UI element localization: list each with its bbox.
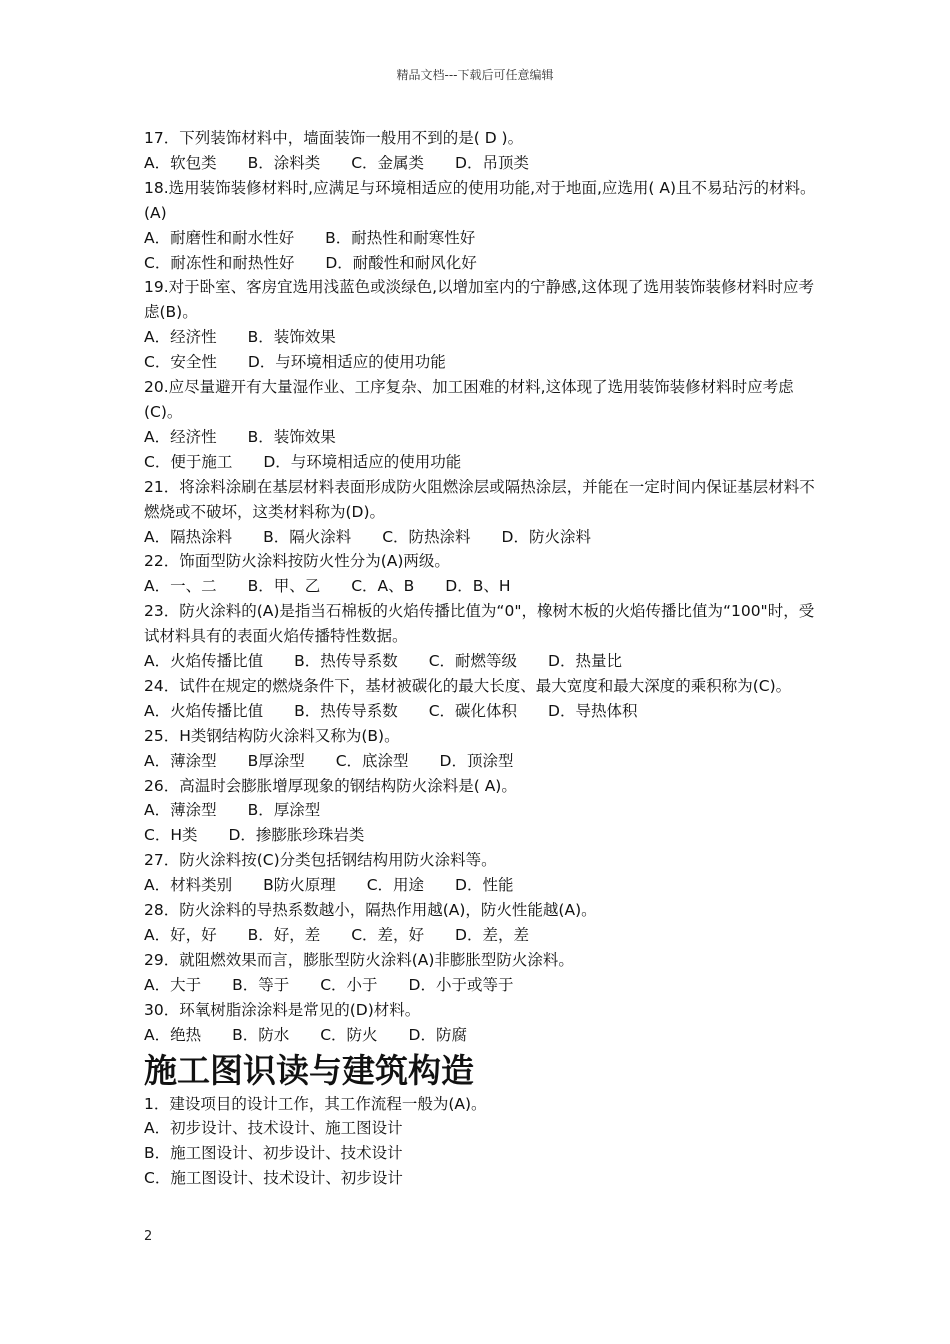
question-text: 20.应尽量避开有大量湿作业、工序复杂、加工困难的材料,这体现了选用装饰装修材料时应考虑(C)。	[144, 378, 794, 421]
answer-options: A．软包类 B．涂料类 C．金属类 D．吊顶类	[144, 153, 529, 172]
answer-options: C．安全性 D．与环境相适应的使用功能	[144, 353, 446, 372]
answer-options: A．隔热涂料 B．隔火涂料 C．防热涂料 D．防火涂料	[144, 527, 591, 546]
page-content	[144, 126, 816, 1191]
answer-options: C．施工图设计、技术设计、初步设计	[144, 1169, 403, 1188]
question-text: 17．下列装饰材料中，墙面装饰一般用不到的是( D )。	[144, 129, 524, 147]
answer-options: A．耐磨性和耐水性好 B．耐热性和耐寒性好	[144, 228, 476, 247]
question-text: 25．H类钢结构防火涂料又称为(B)。	[144, 726, 400, 745]
question-text: 26．高温时会膨胀增厚现象的钢结构防火涂料是( A)。	[144, 776, 517, 795]
answer-options: A．火焰传播比值 B．热传导系数 C．碳化体积 D．导热体积	[144, 701, 638, 720]
answer-options: A．材料类别 B防火原理 C．用途 D．性能	[144, 876, 514, 895]
answer-options: A．大于 B．等于 C．小于 D．小于或等于	[144, 975, 514, 994]
answer-options: B．施工图设计、初步设计、技术设计	[144, 1144, 403, 1163]
question-text: 27．防火涂料按(C)分类包括钢结构用防火涂料等。	[144, 851, 497, 870]
answer-options: A．薄涂型 B厚涂型 C．底涂型 D．顶涂型	[144, 751, 514, 770]
answer-options: A．经济性 B．装饰效果	[144, 427, 336, 446]
answer-options: A．初步设计、技术设计、施工图设计	[144, 1119, 403, 1138]
answer-options: A．火焰传播比值 B．热传导系数 C．耐燃等级 D．热量比	[144, 652, 622, 671]
page-header: 精品文档---下载后可任意编辑	[396, 68, 554, 82]
answer-options: A．绝热 B．防水 C．防火 D．防腐	[144, 1025, 467, 1044]
answer-options: C．便于施工 D．与环境相适应的使用功能	[144, 452, 462, 471]
question-text: 29．就阻燃效果而言，膨胀型防火涂料(A)非膨胀型防火涂料。	[144, 950, 574, 969]
question-list	[144, 126, 816, 1048]
answer-options: C．H类 D．掺膨胀珍珠岩类	[144, 826, 365, 845]
answer-options: A．经济性 B．装饰效果	[144, 328, 336, 347]
question-text: 18.选用装饰装修材料时,应满足与环境相适应的使用功能,对于地面,应选用( A)且不易玷污的材料。(A)	[144, 178, 816, 222]
answer-options: C．耐冻性和耐热性好 D．耐酸性和耐风化好	[144, 253, 477, 272]
question-text: 22．饰面型防火涂料按防火性分为(A)两级。	[144, 552, 450, 571]
answer-options: A．薄涂型 B．厚涂型	[144, 801, 321, 820]
question-text: 19.对于卧室、客房宜选用浅蓝色或淡绿色,以增加室内的宁静感,这体现了选用装饰装修材料时应考虑(B)。	[144, 278, 815, 322]
section-title: 施工图识读与建筑构造	[144, 1050, 474, 1090]
question-text: 23．防火涂料的(A)是指当石棉板的火焰传播比值为“0"，橡树木板的火焰传播比值为“100"时，受试材料具有的表面火焰传播特性数据。	[144, 602, 815, 646]
question-text: 1．建设项目的设计工作，其工作流程一般为(A)。	[144, 1094, 487, 1113]
question-list-section2	[144, 1092, 816, 1192]
answer-options: A．一、二 B．甲、乙 C．A、B D．B、H	[144, 577, 511, 596]
question-text: 24．试件在规定的燃烧条件下，基材被碳化的最大长度、最大宽度和最大深度的乘积称为(C)。	[144, 676, 792, 695]
page-number: 2	[144, 1229, 153, 1244]
question-text: 30．环氧树脂涂涂料是常见的(D)材料。	[144, 1000, 421, 1019]
question-text: 21．将涂料涂刷在基层材料表面形成防火阻燃涂层或隔热涂层，并能在一定时间内保证基层材料不燃烧或不破坏，这类材料称为(D)。	[144, 477, 815, 521]
question-text: 28．防火涂料的导热系数越小，隔热作用越(A)，防火性能越(A)。	[144, 901, 597, 920]
answer-options: A．好，好 B．好，差 C．差，好 D．差，差	[144, 926, 529, 944]
